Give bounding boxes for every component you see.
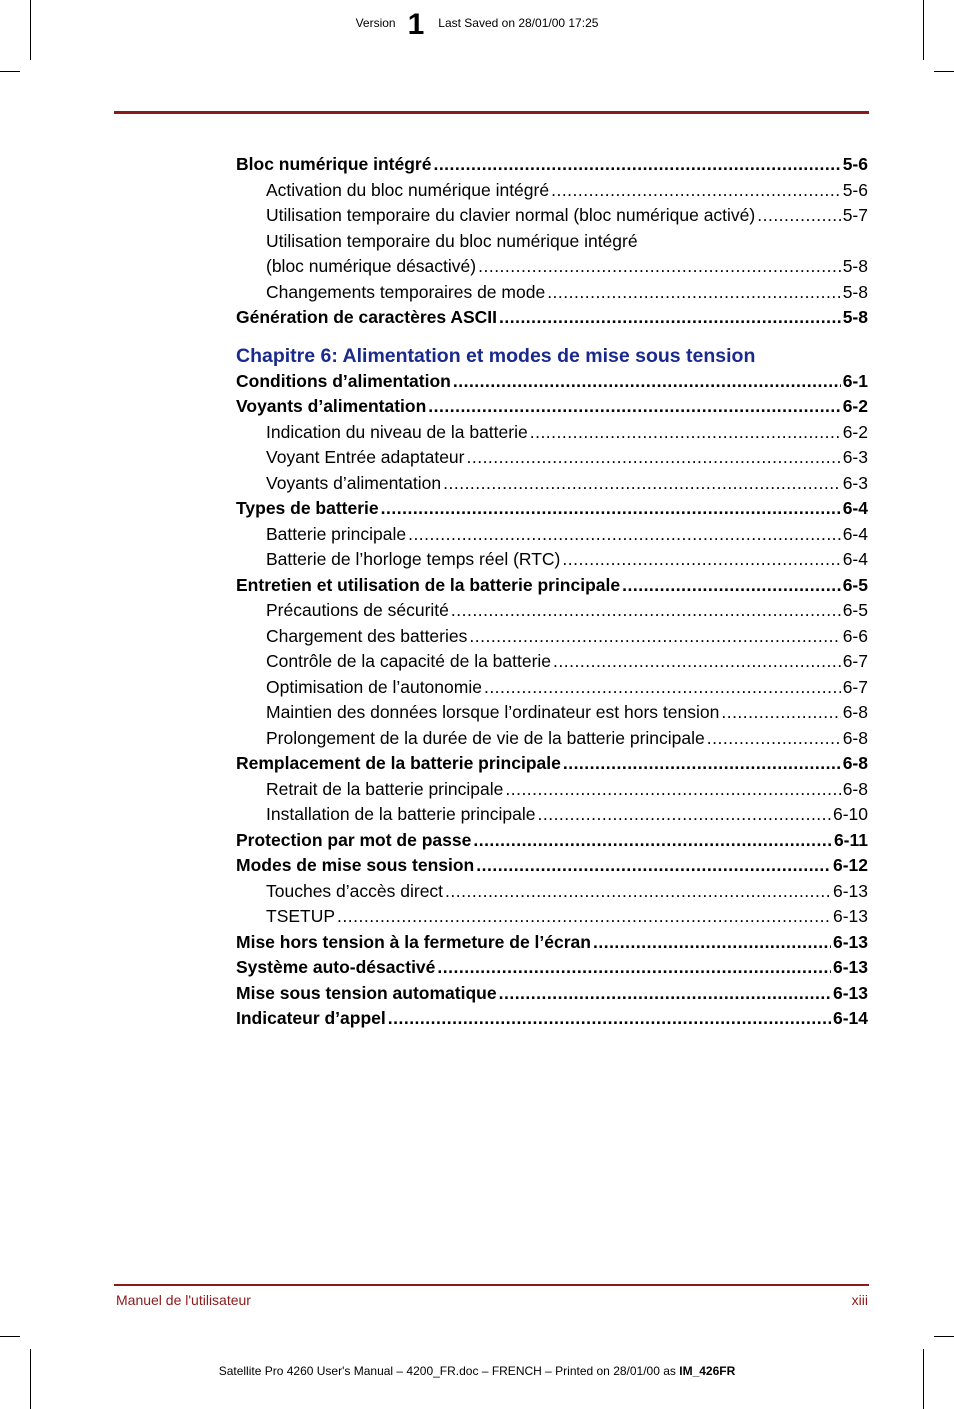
toc-entry[interactable] (236, 394, 868, 420)
toc-entry-title: Prolongement de la durée de vie de la batterie principale (266, 727, 705, 748)
toc-entry[interactable] (236, 930, 868, 956)
toc-entry-page: 6-4 (842, 549, 868, 569)
toc-entry-title: Maintien des données lorsque l’ordinateur est hors tension (266, 702, 720, 722)
toc-subentry[interactable] (236, 445, 868, 471)
toc-entry-page: 6-8 (842, 727, 868, 748)
toc-entry-page: 6-6 (842, 625, 868, 646)
toc-entry-title: Mise sous tension automatique (236, 982, 497, 1003)
toc-entry-title: Utilisation temporaire du bloc numérique intégré (266, 230, 638, 251)
toc-subentry[interactable] (236, 598, 868, 624)
toc-subentry[interactable] (236, 254, 868, 280)
toc-entry-page: 6-4 (842, 498, 868, 518)
toc-subentry[interactable] (236, 547, 868, 573)
crop-mark (934, 71, 954, 72)
toc-entry-page: 6-13 (832, 957, 868, 977)
toc-entry-page: 6-3 (842, 447, 868, 467)
toc-subentry[interactable] (236, 280, 868, 306)
toc-entry-title: Système auto-désactivé (236, 957, 436, 977)
version-header (0, 8, 954, 41)
toc-entry-title: (bloc numérique désactivé) (266, 256, 477, 276)
toc-entry-title: Batterie de l’horloge temps réel (RTC) (266, 549, 561, 569)
toc-entry-title: Conditions d’alimentation (236, 370, 451, 391)
toc-entry-title: Types de batterie (236, 498, 379, 518)
toc-entry-page: 6-10 (832, 804, 868, 824)
version-label: Version (355, 16, 396, 30)
toc-entry-page: 6-13 (832, 906, 868, 926)
toc-entry-title: Précautions de sécurité (266, 600, 449, 620)
dot-leader (563, 751, 841, 777)
toc-entry-page: 6-13 (832, 880, 868, 901)
toc-subentry[interactable] (236, 420, 868, 446)
print-info (0, 1364, 954, 1378)
print-info-text: Satellite Pro 4260 User's Manual – 4200_FR.doc – FRENCH – Printed on 28/01/00 as (218, 1364, 680, 1378)
toc-entry[interactable] (236, 853, 868, 879)
toc-entry-page: 6-14 (832, 1008, 868, 1028)
dot-leader (622, 573, 841, 599)
dot-leader (593, 930, 831, 956)
dot-leader (537, 802, 830, 828)
dot-leader (547, 280, 841, 306)
toc-subentry[interactable] (236, 203, 868, 229)
dot-leader (443, 471, 841, 497)
toc-subentry[interactable] (236, 879, 868, 905)
table-of-contents (236, 152, 868, 1032)
footer-manual-title: Manuel de l'utilisateur (116, 1292, 251, 1308)
dot-leader (381, 496, 841, 522)
toc-subentry[interactable] (236, 471, 868, 497)
toc-entry-title: Contrôle de la capacité de la batterie (266, 651, 552, 671)
dot-leader (388, 1006, 831, 1032)
toc-entry-title: Activation du bloc numérique intégré (266, 179, 550, 200)
toc-entry-page: 6-12 (832, 855, 868, 875)
version-number: 1 (407, 8, 425, 41)
dot-leader (433, 152, 840, 178)
toc-entry-page: 6-3 (842, 472, 868, 493)
toc-entry-title: Remplacement de la batterie principale (236, 753, 561, 773)
toc-entry-page: 6-5 (842, 574, 868, 595)
toc-entry-page: 6-7 (842, 651, 868, 671)
toc-entry[interactable] (236, 981, 868, 1007)
toc-entry-title: Voyants d’alimentation (266, 472, 442, 493)
toc-entry-page: 6-7 (842, 676, 868, 697)
toc-entry-page: 5-6 (842, 154, 868, 174)
dot-leader (499, 305, 841, 331)
dot-leader (476, 853, 831, 879)
dot-leader (499, 981, 831, 1007)
toc-entry-page: 5-8 (842, 307, 868, 327)
toc-subentry[interactable] (236, 178, 868, 204)
dot-leader (428, 394, 840, 420)
toc-entry-page: 6-5 (842, 600, 868, 620)
toc-subentry[interactable] (236, 649, 868, 675)
toc-subentry[interactable] (236, 229, 868, 255)
toc-subentry[interactable] (236, 777, 868, 803)
dot-leader (337, 904, 831, 930)
toc-entry-page: 5-8 (842, 256, 868, 276)
toc-entry-title: Indication du niveau de la batterie (266, 421, 528, 442)
toc-entry-title: Protection par mot de passe (236, 829, 472, 850)
toc-entry[interactable] (236, 496, 868, 522)
toc-entry-page: 6-2 (842, 396, 868, 416)
crop-mark (0, 1336, 20, 1337)
toc-entry-page: 6-13 (832, 982, 868, 1003)
last-saved: Last Saved on 28/01/00 17:25 (438, 16, 599, 30)
toc-subentry[interactable] (236, 726, 868, 752)
dot-leader (478, 254, 841, 280)
toc-entry-title: Modes de mise sous tension (236, 855, 475, 875)
dot-leader (453, 369, 841, 395)
toc-subentry[interactable] (236, 904, 868, 930)
crop-mark (30, 1349, 31, 1409)
dot-leader (451, 598, 841, 624)
print-info-code: IM_426FR (679, 1364, 736, 1378)
toc-entry-page: 6-8 (842, 702, 868, 722)
dot-leader (553, 649, 841, 675)
toc-entry[interactable] (236, 152, 868, 178)
dot-leader (530, 420, 841, 446)
toc-subentry[interactable] (236, 624, 868, 650)
toc-entry-page: 6-4 (842, 523, 868, 544)
toc-entry-title: Mise hors tension à la fermeture de l’écran (236, 931, 591, 952)
toc-entry-page: 5-6 (842, 179, 868, 200)
toc-entry-title: Installation de la batterie principale (266, 804, 536, 824)
toc-entry[interactable] (236, 1006, 868, 1032)
toc-entry-title: Bloc numérique intégré (236, 154, 432, 174)
toc-entry-title: Touches d’accès direct (266, 880, 444, 901)
crop-mark (923, 1349, 924, 1409)
dot-leader (562, 547, 840, 573)
toc-entry-title: Voyants d’alimentation (236, 396, 427, 416)
header-rule (114, 111, 869, 114)
dot-leader (484, 675, 841, 701)
toc-entry-title: Indicateur d’appel (236, 1008, 386, 1028)
toc-entry[interactable] (236, 828, 868, 854)
toc-entry[interactable] (236, 955, 868, 981)
toc-entry-title: Retrait de la batterie principale (266, 778, 504, 799)
toc-entry-page: 6-2 (842, 421, 868, 442)
toc-entry-page: 6-8 (842, 778, 868, 799)
dot-leader (551, 178, 841, 204)
dot-leader (505, 777, 840, 803)
dot-leader (437, 955, 831, 981)
chapter-heading: Chapitre 6: Alimentation et modes de mise sous tension (236, 344, 756, 367)
toc-entry-page: 5-8 (842, 281, 868, 302)
toc-entry-title: Entretien et utilisation de la batterie principale (236, 574, 621, 595)
toc-subentry[interactable] (236, 675, 868, 701)
dot-leader (408, 522, 841, 548)
toc-entry-title: Voyant Entrée adaptateur (266, 447, 465, 467)
crop-mark (934, 1336, 954, 1337)
toc-entry[interactable] (236, 751, 868, 777)
dot-leader (757, 203, 840, 229)
dot-leader (473, 828, 832, 854)
toc-entry-title: Optimisation de l’autonomie (266, 676, 482, 697)
dot-leader (466, 445, 840, 471)
toc-subentry[interactable] (236, 700, 868, 726)
dot-leader (707, 726, 841, 752)
dot-leader (445, 879, 831, 905)
toc-entry-page: 5-7 (842, 205, 868, 225)
footer-rule (114, 1284, 869, 1286)
footer-page-number: xiii (851, 1292, 868, 1308)
toc-subentry[interactable] (236, 522, 868, 548)
toc-entry-title: Batterie principale (266, 523, 407, 544)
toc-entry-page: 6-11 (833, 829, 868, 850)
toc-entry[interactable] (236, 573, 868, 599)
toc-entry[interactable] (236, 369, 868, 395)
crop-mark (0, 71, 20, 72)
toc-entry-page: 6-13 (832, 931, 868, 952)
toc-entry-page: 6-1 (842, 370, 868, 391)
toc-entry-title: TSETUP (266, 906, 336, 926)
toc-subentry[interactable] (236, 802, 868, 828)
toc-entry-title: Changements temporaires de mode (266, 281, 546, 302)
toc-entry-title: Chargement des batteries (266, 625, 468, 646)
dot-leader (469, 624, 840, 650)
toc-entry[interactable] (236, 305, 868, 331)
toc-entry-title: Utilisation temporaire du clavier normal (bloc numérique activé) (266, 205, 756, 225)
dot-leader (721, 700, 840, 726)
toc-entry-title: Génération de caractères ASCII (236, 307, 497, 327)
toc-entry-page: 6-8 (842, 753, 868, 773)
